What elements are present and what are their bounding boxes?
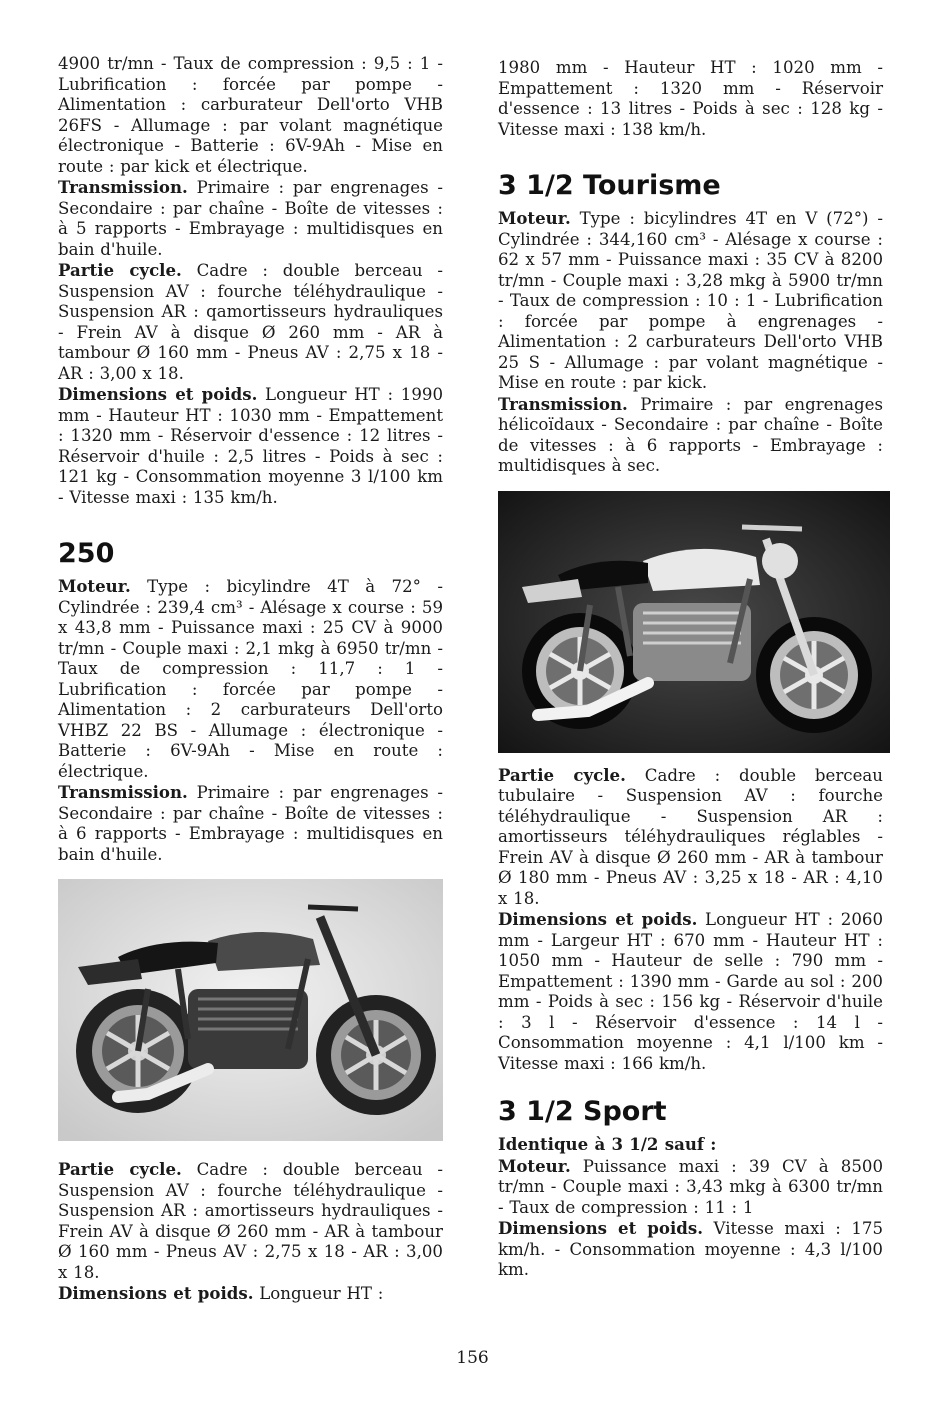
sport-intro-paragraph: Identique à 3 1/2 sauf : — [498, 1134, 717, 1154]
dimensions-paragraph: Dimensions et poids. Longueur HT : 1990 mm - Hauteur HT : 1030 mm - Empattement : 1320 mm - Réservoir d'essence : 12 litres - Réservoir d'huile : 2,5 litres - Poids à sec : 121 kg - Consommation moyenne 3 l/100 km - Vitesse maxi : 135 km/h. — [58, 384, 443, 507]
motorcycle-250-photo — [58, 879, 443, 1141]
section-title-sport: 3 1/2 Sport — [498, 1096, 667, 1127]
chassis-250-paragraph: Partie cycle. Cadre : double berceau - Suspension AV : fourche téléhydraulique - Suspension AR : amortisseurs hydrauliques - Frein AV à disque Ø 260 mm - AR à tambour Ø 160 mm - Pneus AV : 2,75 x 18 - AR : 3,00 x 18. — [58, 1159, 443, 1282]
dimensions-continued-paragraph: 1980 mm - Hauteur HT : 1020 mm - Empattement : 1320 mm - Réservoir d'essence : 13 litres - Poids à sec : 128 kg - Vitesse maxi : 138 km/h. — [498, 58, 883, 139]
engine-sport-paragraph: Moteur. Puissance maxi : 39 CV à 8500 tr/mn - Couple maxi : 3,43 mkg à 6300 tr/mn - Taux de compression : 11 : 1 — [498, 1155, 883, 1217]
engine-250-paragraph: Moteur. Type : bicylindre 4T à 72° - Cylindrée : 239,4 cm³ - Alésage x course : 59 x 43,8 mm - Puissance maxi : 25 CV à 9000 tr/mn - Couple maxi : 2,1 mkg à 6950 tr/mn - Taux de compression : 11,7 : 1 - Lubrification : forcée par pompe - Alimentation : 2 carburateurs Dell'orto VHBZ 22 BS - Allumage : électronique - Batterie : 6V-9Ah - Mise en route : électrique. — [58, 576, 443, 781]
left-column — [58, 54, 443, 1305]
transmission-paragraph: Transmission. Primaire : par engrenages - Secondaire : par chaîne - Boîte de vitesses : à 5 rapports - Embrayage : multidisques en bain d'huile. — [58, 177, 443, 259]
dimensions-250-paragraph: Dimensions et poids. Longueur HT : — [58, 1283, 384, 1303]
chassis-paragraph: Partie cycle. Cadre : double berceau - Suspension AV : fourche téléhydraulique - Suspension AR : qamortisseurs hydrauliques - Frein AV à disque Ø 260 mm - AR à tambour Ø 160 mm - Pneus AV : 2,75 x 18 - AR : 3,00 x 18. — [58, 260, 443, 383]
chassis-tourisme-paragraph: Partie cycle. Cadre : double berceau tubulaire - Suspension AV : fourche téléhydraulique - Suspension AR : amortisseurs téléhydrauliques réglables - Frein AV à disque Ø 260 mm - AR à tambour Ø 180 mm - Pneus AV : 3,25 x 18 - AR : 4,10 x 18. — [498, 764, 883, 908]
right-column — [498, 58, 883, 1281]
dimensions-tourisme-paragraph: Dimensions et poids. Longueur HT : 2060 mm - Largeur HT : 670 mm - Hauteur HT : 1050 mm - Hauteur de selle : 790 mm - Empattement : 1390 mm - Garde au sol : 200 mm - Poids à sec : 156 kg - Réservoir d'huile : 3 l - Réservoir d'essence : 14 l - Consommation moyenne : 4,1 l/100 km - Vitesse maxi : 166 km/h. — [498, 909, 883, 1073]
section-title-250: 250 — [58, 538, 115, 569]
page-number: 156 — [456, 1348, 489, 1368]
transmission-tourisme-paragraph: Transmission. Primaire : par engrenages hélicoïdaux - Secondaire : par chaîne - Boîte de vitesses : à 6 rapports - Embrayage : multidisques à sec. — [498, 393, 883, 475]
engine-tourisme-paragraph: Moteur. Type : bicylindres 4T en V (72°) - Cylindrée : 344,160 cm³ - Alésage x course : 62 x 57 mm - Puissance maxi : 35 CV à 8200 tr/mn - Couple maxi : 3,28 mkg à 5900 tr/mn - Taux de compression : 10 : 1 - Lubrification : forcée par pompe à engrenages - Alimentation : 2 carburateurs Dell'orto VHB 25 S - Allumage : par volant magnétique - Mise en route : par kick. — [498, 208, 883, 392]
engine-continued-paragraph: 4900 tr/mn - Taux de compression : 9,5 : 1 - Lubrification : forcée par pompe - Alimentation : carburateur Dell'orto VHB 26FS - Allumage : par volant magnétique électronique - Batterie : 6V-9Ah - Mise en route : par kick et électrique. — [58, 54, 443, 176]
motorcycle-tourisme-photo — [498, 491, 890, 753]
transmission-250-paragraph: Transmission. Primaire : par engrenages - Secondaire : par chaîne - Boîte de vitesses : à 6 rapports - Embrayage : multidisques en bain d'huile. — [58, 782, 443, 864]
dimensions-sport-paragraph: Dimensions et poids. Vitesse maxi : 175 km/h. - Consommation moyenne : 4,3 l/100 km. — [498, 1218, 883, 1279]
section-title-tourisme: 3 1/2 Tourisme — [498, 170, 721, 201]
